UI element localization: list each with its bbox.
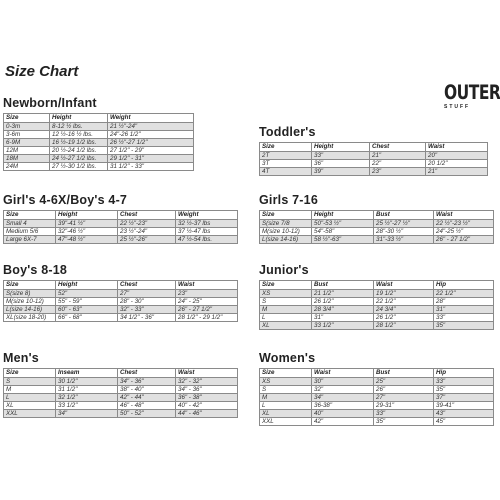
table-cell: 23": [370, 168, 426, 176]
column-header: Size: [260, 281, 312, 290]
table-cell: 34" - 36": [176, 386, 238, 394]
table-cell: 66" - 68": [56, 314, 118, 322]
table-cell: 45": [434, 418, 494, 426]
table-cell: 4T: [260, 168, 312, 176]
table-cell: 33": [312, 152, 370, 160]
column-header: Size: [260, 369, 312, 378]
table-cell: 24"-26 1/2": [108, 131, 194, 139]
table-cell: M: [260, 394, 312, 402]
column-header: Height: [50, 114, 108, 123]
table-cell: 26 1/2": [374, 314, 434, 322]
table-cell: XL: [4, 402, 56, 410]
table-cell: L: [260, 314, 312, 322]
table-cell: 24 ½-27 1/2 lbs.: [50, 155, 108, 163]
table-cell: 3-6m: [4, 131, 50, 139]
table-row: [4, 131, 194, 139]
table-cell: M: [260, 306, 312, 314]
table-cell: 37 ½-47 lbs: [176, 228, 238, 236]
table-row: [260, 152, 488, 160]
section-heading: Girls 7-16: [259, 193, 318, 207]
table-cell: 32 1/2": [56, 394, 118, 402]
table-row: [260, 228, 494, 236]
column-header: Waist: [176, 281, 238, 290]
table-cell: 25 ½"-27 ½": [374, 220, 434, 228]
table-cell: 27": [374, 394, 434, 402]
table-cell: 27 ½-30 1/2 lbs.: [50, 163, 108, 171]
column-header: Weight: [176, 211, 238, 220]
table-row: [4, 314, 238, 322]
table-cell: 31": [434, 306, 494, 314]
brand-logo: [444, 81, 500, 114]
table-row: [260, 306, 494, 314]
table-row: [4, 139, 194, 147]
table-cell: 23 ½"-24": [118, 228, 176, 236]
table-cell: 36-38": [312, 402, 374, 410]
table-row: [4, 386, 238, 394]
table-cell: 26 ½"-27 1/2": [108, 139, 194, 147]
table-cell: 26 1/2": [312, 298, 374, 306]
table-cell: 28 1/2" - 29 1/2": [176, 314, 238, 322]
table-cell: L: [4, 394, 56, 402]
table-cell: 39-41": [434, 402, 494, 410]
table-cell: 34": [56, 410, 118, 418]
size-table: [3, 368, 238, 418]
table-header-row: [4, 211, 238, 220]
column-header: Chest: [370, 143, 426, 152]
table-header-row: [260, 281, 494, 290]
table-row: [260, 402, 494, 410]
column-header: Weight: [108, 114, 194, 123]
table-cell: 35": [374, 418, 434, 426]
column-header: Waist: [312, 369, 374, 378]
table-cell: 30": [312, 378, 374, 386]
table-row: [260, 220, 494, 228]
table-row: [260, 314, 494, 322]
table-row: [260, 290, 494, 298]
table-cell: 34" - 36": [118, 378, 176, 386]
column-header: Size: [4, 369, 56, 378]
table-row: [260, 418, 494, 426]
table-row: [4, 298, 238, 306]
table-cell: XL: [260, 322, 312, 330]
column-header: Chest: [118, 369, 176, 378]
table-cell: 40": [312, 410, 374, 418]
table-cell: 32 ½-37 lbs: [176, 220, 238, 228]
table-header-row: [260, 143, 488, 152]
table-cell: 47"-48 ½": [56, 236, 118, 244]
column-header: Hip: [434, 281, 494, 290]
table-cell: 50"-53 ½": [312, 220, 374, 228]
table-row: [260, 378, 494, 386]
table-row: [4, 306, 238, 314]
column-header: Inseam: [56, 369, 118, 378]
table-cell: 12 ½-16 ½ lbs.: [50, 131, 108, 139]
table-cell: XS: [260, 290, 312, 298]
table-cell: L(size 14-16): [260, 236, 312, 244]
table-row: [260, 410, 494, 418]
logo-main-text: OUTER: [444, 81, 500, 104]
table-cell: 42": [312, 418, 374, 426]
table-cell: 33": [434, 314, 494, 322]
table-cell: S: [4, 378, 56, 386]
column-header: Size: [260, 211, 312, 220]
boys-8-18-section: [3, 263, 238, 322]
table-cell: 34": [312, 394, 374, 402]
table-cell: M: [4, 386, 56, 394]
table-cell: 43": [434, 410, 494, 418]
table-row: [260, 160, 488, 168]
section-heading: Men's: [3, 351, 39, 365]
table-cell: 28" - 30": [118, 298, 176, 306]
table-cell: 22 1/2": [434, 290, 494, 298]
table-cell: 21 ½"-24": [108, 123, 194, 131]
table-cell: S(size 8): [4, 290, 56, 298]
table-cell: 35": [434, 386, 494, 394]
table-cell: 24" - 25": [176, 298, 238, 306]
table-cell: 36" - 38": [176, 394, 238, 402]
table-row: [4, 123, 194, 131]
table-cell: 44" - 46": [176, 410, 238, 418]
table-cell: 33": [374, 410, 434, 418]
table-cell: 20 ½-24 1/2 lbs.: [50, 147, 108, 155]
table-cell: 18M: [4, 155, 50, 163]
table-cell: 26" - 27 1/2": [434, 236, 494, 244]
size-table: [259, 210, 494, 244]
logo-sub-text: STUFF: [444, 104, 471, 110]
table-cell: 2T: [260, 152, 312, 160]
column-header: Waist: [426, 143, 488, 152]
section-heading: Junior's: [259, 263, 309, 277]
table-cell: XS: [260, 378, 312, 386]
table-cell: 28": [434, 298, 494, 306]
table-cell: S: [260, 298, 312, 306]
table-header-row: [260, 211, 494, 220]
table-row: [260, 386, 494, 394]
table-cell: 25 ½"-26": [118, 236, 176, 244]
size-table: [259, 142, 488, 176]
table-cell: 6-9M: [4, 139, 50, 147]
column-header: Waist: [434, 211, 494, 220]
table-cell: L: [260, 402, 312, 410]
table-cell: Medium 5/6: [4, 228, 56, 236]
table-cell: XXL: [4, 410, 56, 418]
table-cell: 31"-33 ½": [374, 236, 434, 244]
column-header: Waist: [374, 281, 434, 290]
table-cell: 3T: [260, 160, 312, 168]
column-header: Size: [4, 114, 50, 123]
table-cell: 12M: [4, 147, 50, 155]
section-heading: Newborn/Infant: [3, 96, 97, 110]
section-heading: Boy's 8-18: [3, 263, 68, 277]
table-row: [4, 394, 238, 402]
table-header-row: [4, 369, 238, 378]
table-cell: 22": [370, 160, 426, 168]
table-cell: XXL: [260, 418, 312, 426]
table-cell: 33": [434, 378, 494, 386]
table-cell: 54"-58": [312, 228, 374, 236]
table-cell: 39"-41 ½": [56, 220, 118, 228]
table-cell: 27 1/2" - 29": [108, 147, 194, 155]
section-heading: Toddler's: [259, 125, 316, 139]
table-cell: 33 1/2": [312, 322, 374, 330]
table-row: [260, 168, 488, 176]
table-cell: 21": [426, 168, 488, 176]
table-row: [260, 322, 494, 330]
table-cell: 60" - 63": [56, 306, 118, 314]
table-cell: 31": [312, 314, 374, 322]
table-cell: 40" - 42": [176, 402, 238, 410]
table-cell: 37": [434, 394, 494, 402]
table-cell: 19 1/2": [374, 290, 434, 298]
table-cell: Small 4: [4, 220, 56, 228]
table-row: [260, 298, 494, 306]
girls-7-16-section: [259, 193, 494, 244]
table-cell: 23": [176, 290, 238, 298]
table-cell: 21 1/2": [312, 290, 374, 298]
table-cell: 24 3/4": [374, 306, 434, 314]
table-cell: 55" - 59": [56, 298, 118, 306]
table-cell: S: [260, 386, 312, 394]
column-header: Size: [260, 143, 312, 152]
table-cell: 32" - 32": [176, 378, 238, 386]
table-cell: M(size 10-12): [260, 228, 312, 236]
page-title: Size Chart: [5, 63, 79, 80]
table-cell: 20": [426, 152, 488, 160]
column-header: Bust: [312, 281, 374, 290]
girls-4-6x-boys-4-7-section: [3, 193, 238, 244]
table-cell: 35": [434, 322, 494, 330]
table-cell: 28 1/2": [374, 322, 434, 330]
table-cell: 24M: [4, 163, 50, 171]
table-header-row: [260, 369, 494, 378]
size-table: [259, 368, 494, 426]
table-row: [4, 236, 238, 244]
table-row: [4, 147, 194, 155]
table-cell: L(size 14-16): [4, 306, 56, 314]
toddler-section: [259, 125, 488, 176]
table-cell: 29 1/2" - 31": [108, 155, 194, 163]
table-cell: 8-12 ½ lbs.: [50, 123, 108, 131]
table-row: [4, 220, 238, 228]
table-cell: 32" - 33": [118, 306, 176, 314]
table-cell: 32"-46 ½": [56, 228, 118, 236]
table-cell: XL: [260, 410, 312, 418]
section-heading: Women's: [259, 351, 316, 365]
table-cell: 46" - 48": [118, 402, 176, 410]
table-cell: 50" - 52": [118, 410, 176, 418]
table-cell: 38" - 40": [118, 386, 176, 394]
table-row: [4, 378, 238, 386]
mens-section: [3, 351, 238, 418]
table-cell: 31 1/2" - 33": [108, 163, 194, 171]
table-cell: 16 ½-19 1/2 lbs.: [50, 139, 108, 147]
table-cell: 42" - 44": [118, 394, 176, 402]
table-cell: XL(size 18-20): [4, 314, 56, 322]
column-header: Hip: [434, 369, 494, 378]
table-cell: 27": [118, 290, 176, 298]
table-row: [260, 236, 494, 244]
table-row: [4, 402, 238, 410]
table-header-row: [4, 281, 238, 290]
table-row: [260, 394, 494, 402]
table-cell: M(size 10-12): [4, 298, 56, 306]
table-cell: 33 1/2": [56, 402, 118, 410]
table-cell: 31 1/2": [56, 386, 118, 394]
table-cell: 25": [374, 378, 434, 386]
table-cell: 24"-25 ½": [434, 228, 494, 236]
table-row: [4, 163, 194, 171]
column-header: Chest: [118, 211, 176, 220]
table-cell: 22 ½"-23 ½": [434, 220, 494, 228]
table-cell: 22 ½"-23": [118, 220, 176, 228]
table-cell: 20 1/2": [426, 160, 488, 168]
size-table: [3, 210, 238, 244]
table-cell: 34 1/2" - 36": [118, 314, 176, 322]
size-table: [3, 280, 238, 322]
newborn-section: [3, 96, 194, 171]
section-heading: Girl's 4-6X/Boy's 4-7: [3, 193, 128, 207]
column-header: Height: [312, 143, 370, 152]
column-header: Bust: [374, 211, 434, 220]
table-row: [4, 410, 238, 418]
table-cell: 47 ½-54 lbs.: [176, 236, 238, 244]
table-row: [4, 228, 238, 236]
table-cell: 26": [374, 386, 434, 394]
juniors-section: [259, 263, 494, 330]
column-header: Size: [4, 211, 56, 220]
column-header: Chest: [118, 281, 176, 290]
size-table: [3, 113, 194, 171]
column-header: Height: [56, 281, 118, 290]
table-cell: 29-31": [374, 402, 434, 410]
column-header: Size: [4, 281, 56, 290]
table-cell: 52": [56, 290, 118, 298]
table-cell: 21": [370, 152, 426, 160]
table-cell: 28 3/4": [312, 306, 374, 314]
womens-section: [259, 351, 494, 426]
table-row: [4, 290, 238, 298]
table-cell: 22 1/2": [374, 298, 434, 306]
column-header: Height: [56, 211, 118, 220]
size-table: [259, 280, 494, 330]
table-cell: 36": [312, 160, 370, 168]
table-cell: 0-3m: [4, 123, 50, 131]
column-header: Waist: [176, 369, 238, 378]
table-cell: S(size 7/8: [260, 220, 312, 228]
column-header: Bust: [374, 369, 434, 378]
table-cell: 28"-30 ½": [374, 228, 434, 236]
table-header-row: [4, 114, 194, 123]
table-cell: 39": [312, 168, 370, 176]
table-cell: 32": [312, 386, 374, 394]
table-cell: 26" - 27 1/2": [176, 306, 238, 314]
table-cell: 58 ½"-63": [312, 236, 374, 244]
table-cell: Large 6X-7: [4, 236, 56, 244]
table-cell: 30 1/2": [56, 378, 118, 386]
table-row: [4, 155, 194, 163]
column-header: Height: [312, 211, 374, 220]
